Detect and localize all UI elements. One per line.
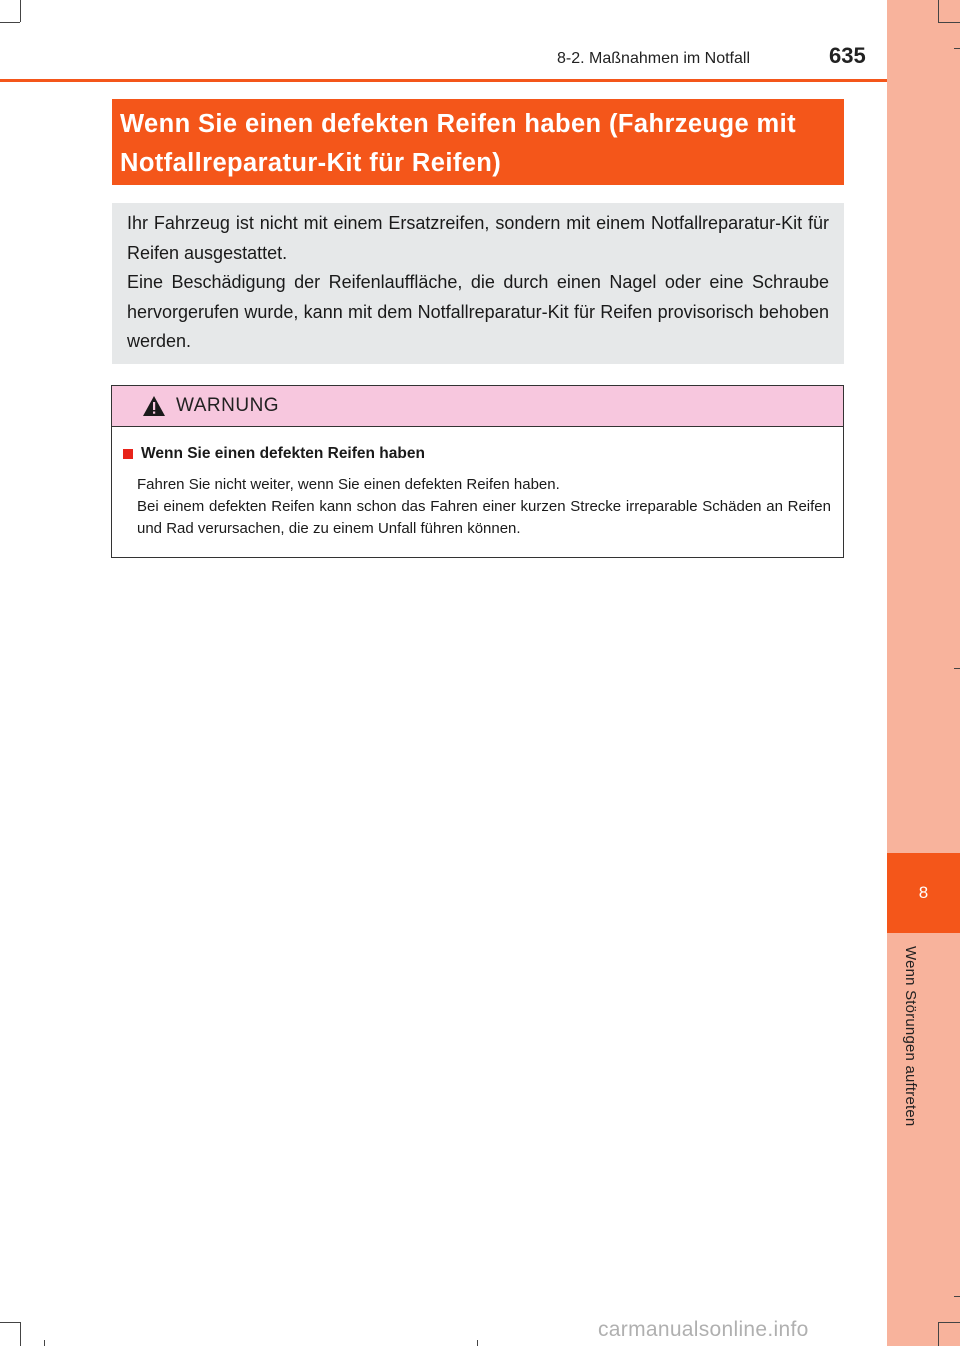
intro-box <box>112 203 844 364</box>
square-bullet-icon <box>123 449 133 459</box>
crop-mark <box>954 668 960 669</box>
warning-label: WARNUNG <box>176 395 280 416</box>
crop-mark <box>938 22 960 23</box>
warning-text <box>137 474 831 540</box>
warning-item-title <box>123 445 425 463</box>
crop-mark <box>44 1340 45 1346</box>
section-title-line1: Wenn Sie einen defekten Reifen haben (Fahrzeuge mit <box>120 110 796 138</box>
chapter-tab-label: Wenn Störungen auftreten <box>902 946 919 1127</box>
crop-mark <box>954 48 960 49</box>
chapter-title: 8-2. Maßnahmen im Notfall <box>557 50 750 67</box>
warning-text-line-1: Fahren Sie nicht weiter, wenn Sie einen defekten Reifen haben. <box>137 476 560 493</box>
crop-mark <box>954 1296 960 1297</box>
watermark: carmanualsonline.info <box>598 1318 809 1341</box>
chapter-tab-number: 8 <box>918 883 929 902</box>
crop-mark <box>938 0 939 22</box>
warning-item-title-text: Wenn Sie einen defekten Reifen haben <box>141 445 425 462</box>
crop-mark <box>0 22 20 23</box>
section-title-line2: Notfallreparatur-Kit für Reifen) <box>120 149 502 177</box>
crop-mark <box>477 1340 478 1346</box>
page-number: 635 <box>829 43 866 68</box>
crop-mark <box>20 0 21 22</box>
intro-paragraph-1: Ihr Fahrzeug ist nicht mit einem Ersatzreifen, sondern mit einem Notfallreparatur-Kit für Reifen ausgestattet. <box>127 213 829 263</box>
warning-triangle-icon <box>142 395 166 417</box>
warning-box <box>111 385 844 558</box>
warning-header <box>112 386 843 427</box>
warning-text-line-2: Bei einem defekten Reifen kann schon das Fahren einer kurzen Strecke irreparable Schäden an Reifen und Rad verursachen, die zu einem Unfall führen können. <box>137 498 831 537</box>
section-title <box>112 99 844 185</box>
header-rule <box>0 79 887 82</box>
chapter-tab[interactable] <box>887 853 960 933</box>
crop-mark <box>938 1322 960 1323</box>
crop-mark <box>938 1322 939 1346</box>
intro-paragraph-2: Eine Beschädigung der Reifenlauffläche, die durch einen Nagel oder eine Schraube hervorgerufen wurde, kann mit dem Notfallreparatur-Kit für Reifen provisorisch behoben werden. <box>127 272 829 351</box>
crop-mark <box>20 1322 21 1346</box>
crop-mark <box>0 1322 20 1323</box>
